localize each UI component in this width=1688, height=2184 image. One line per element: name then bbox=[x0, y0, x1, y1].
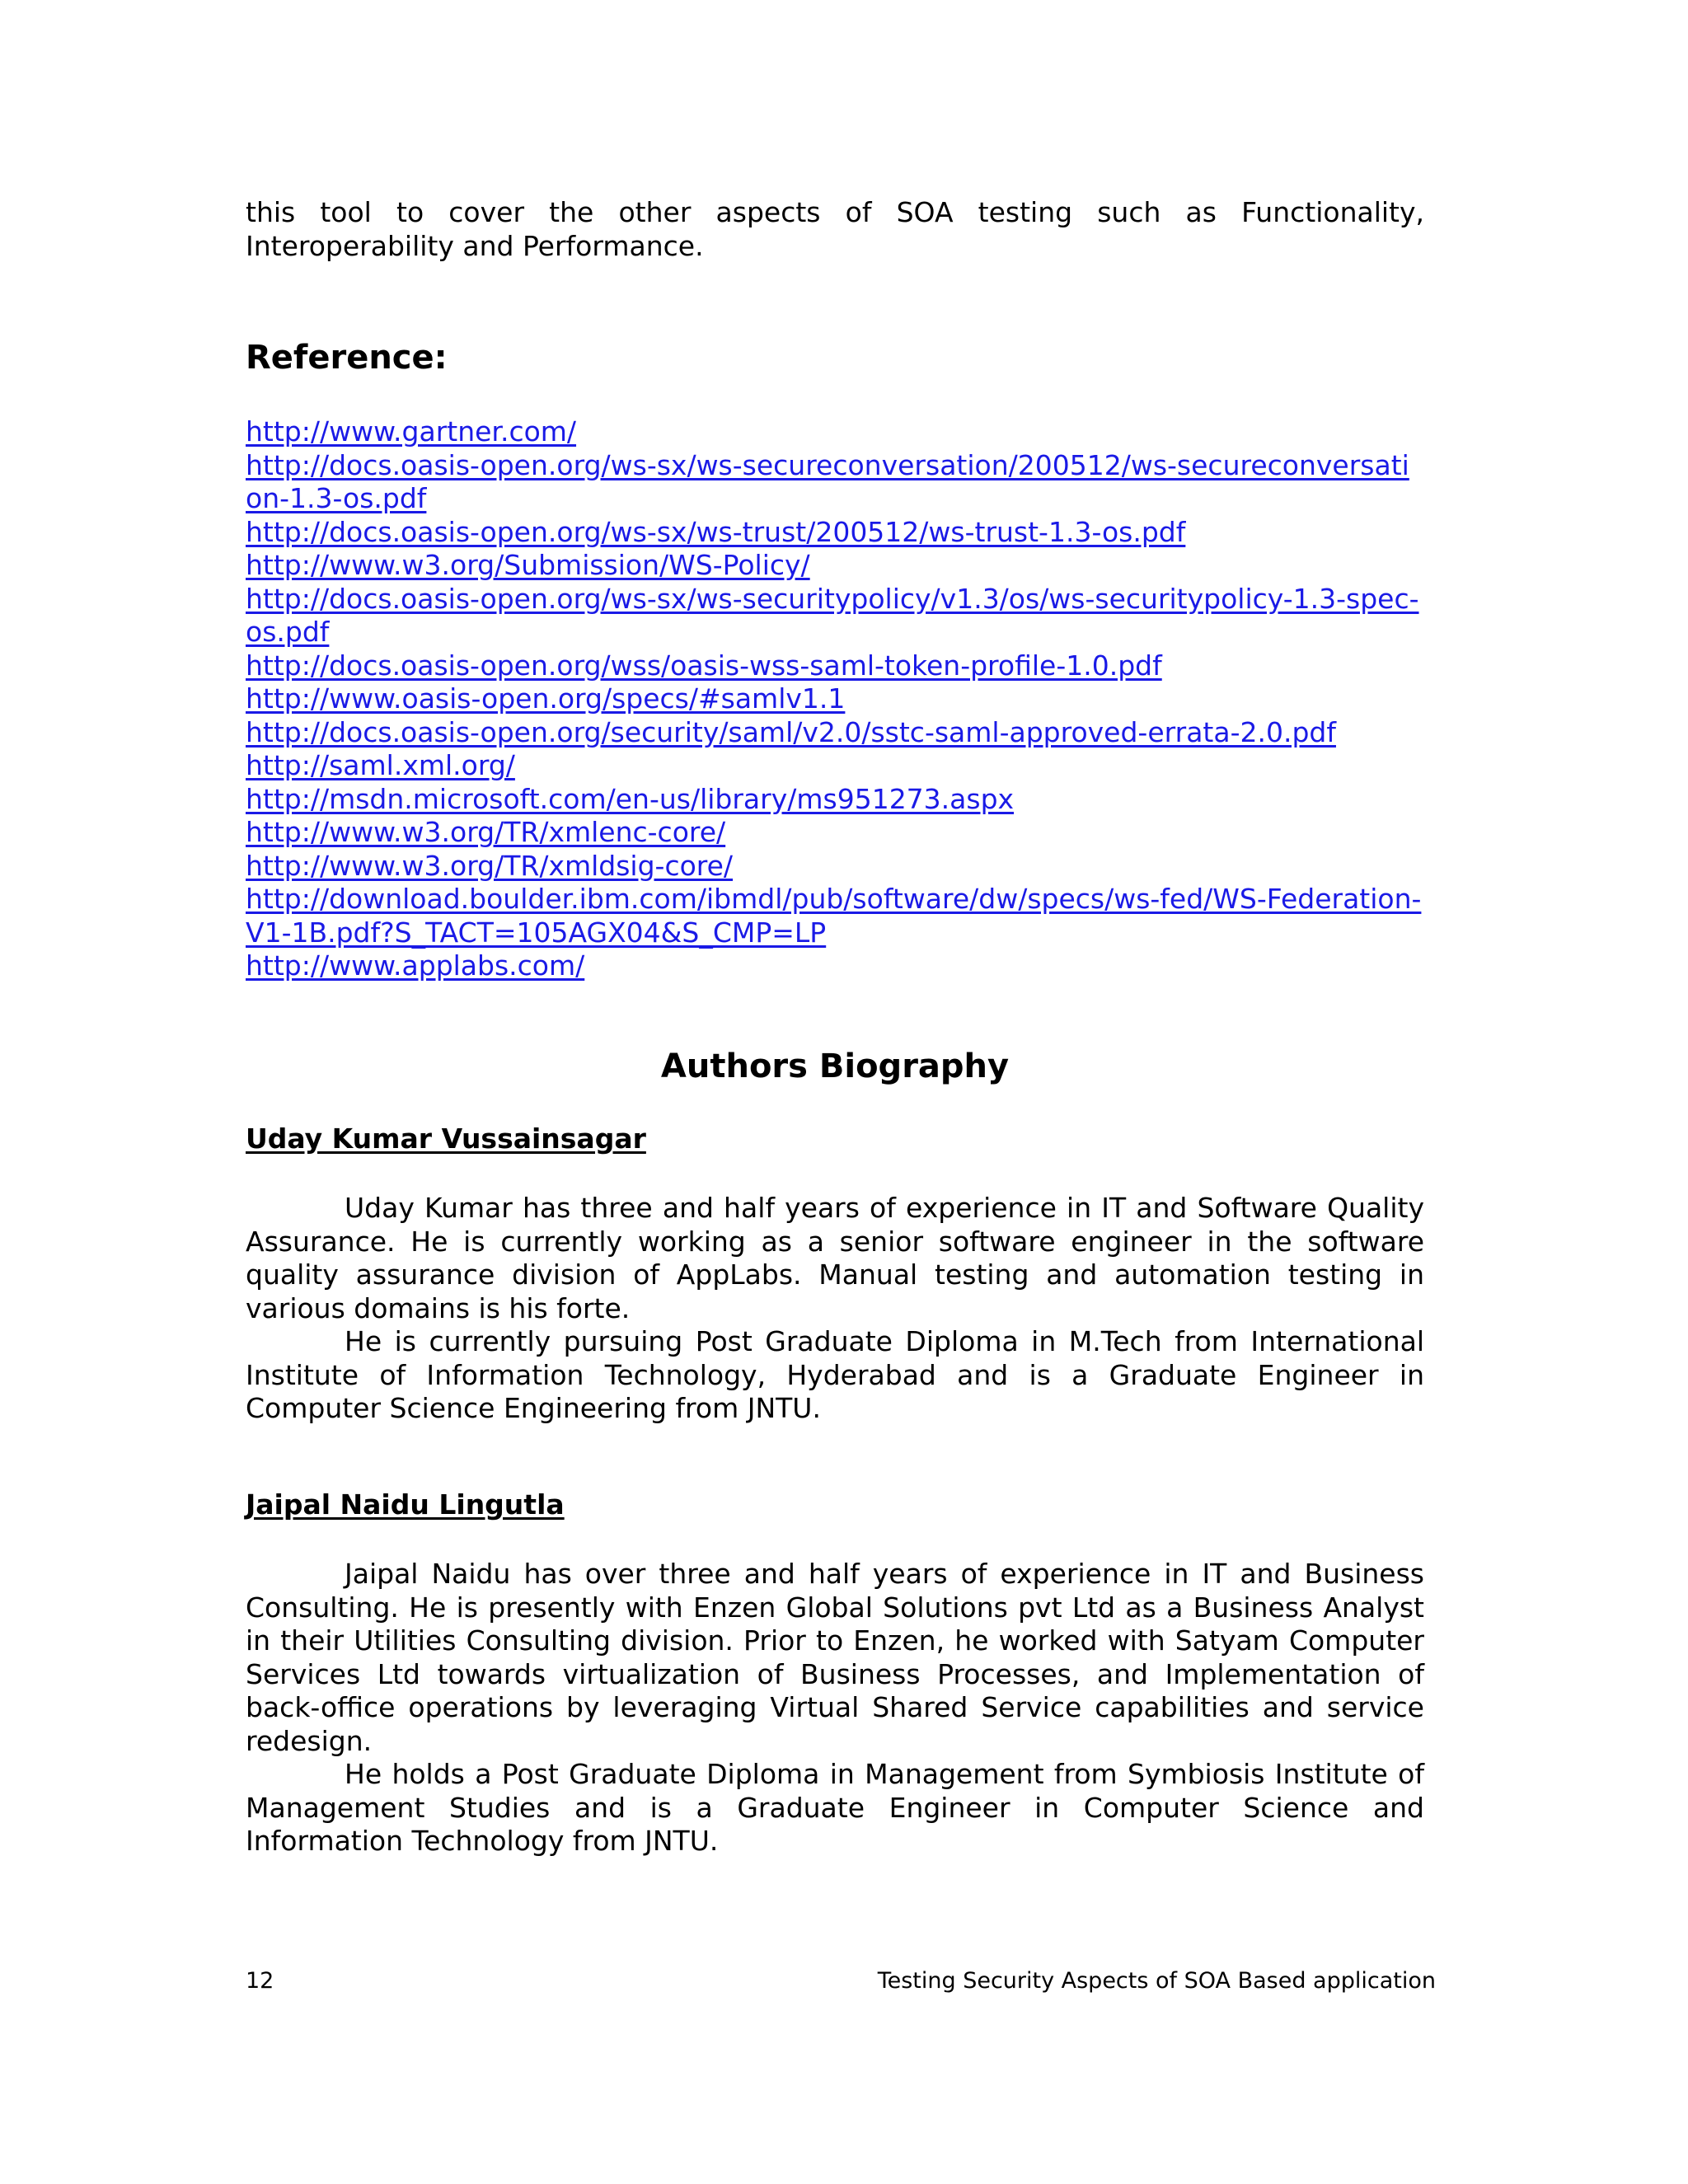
list-item bbox=[246, 549, 1424, 583]
list-item bbox=[246, 583, 1424, 649]
reference-link[interactable]: http://docs.oasis-open.org/ws-sx/ws-securitypolicy/v1.3/os/ws-securitypolicy-1.3-spec-os.pdf bbox=[246, 582, 1419, 648]
list-item bbox=[246, 716, 1424, 750]
list-item bbox=[246, 682, 1424, 716]
footer-title: Testing Security Aspects of SOA Based application bbox=[877, 1968, 1436, 1994]
reference-link[interactable]: http://www.gartner.com/ bbox=[246, 415, 577, 448]
list-item bbox=[246, 883, 1424, 949]
list-item bbox=[246, 816, 1424, 850]
page-content bbox=[246, 196, 1424, 1857]
list-item bbox=[246, 949, 1424, 983]
intro-paragraph: this tool to cover the other aspects of SOA testing such as Functionality, Interoperability and Performance. bbox=[246, 196, 1424, 262]
author-bio-jaipal bbox=[246, 1558, 1424, 1858]
reference-link[interactable]: http://www.w3.org/Submission/WS-Policy/ bbox=[246, 549, 810, 581]
reference-link[interactable]: http://docs.oasis-open.org/security/saml/v2.0/sstc-saml-approved-errata-2.0.pdf bbox=[246, 715, 1336, 748]
reference-link[interactable]: http://download.boulder.ibm.com/ibmdl/pub/software/dw/specs/ws-fed/WS-Federation-V1-1B.pdf?S_TACT=105AGX04&S_CMP=LP bbox=[246, 883, 1422, 949]
reference-link[interactable]: http://www.applabs.com/ bbox=[246, 949, 585, 982]
list-item bbox=[246, 749, 1424, 783]
author-name-jaipal: Jaipal Naidu Lingutla bbox=[246, 1488, 565, 1521]
bio-paragraph: He is currently pursuing Post Graduate Diploma in M.Tech from International Institute of Information Technology, Hyderabad and is a Graduate Engineer in Computer Science Engineering from JNTU. bbox=[246, 1325, 1424, 1424]
reference-link[interactable]: http://www.oasis-open.org/specs/#samlv1.1 bbox=[246, 682, 846, 715]
reference-link[interactable]: http://docs.oasis-open.org/ws-sx/ws-secureconversation/200512/ws-secureconversation-1.3-os.pdf bbox=[246, 448, 1409, 514]
reference-link[interactable]: http://www.w3.org/TR/xmldsig-core/ bbox=[246, 849, 734, 882]
bio-paragraph: He holds a Post Graduate Diploma in Management from Symbiosis Institute of Management Studies and is a Graduate Engineer in Computer Science and Information Technology from JNTU. bbox=[246, 1758, 1424, 1857]
bio-paragraph: Uday Kumar has three and half years of experience in IT and Software Quality Assurance. He is currently working as a senior software engineer in the software quality assurance division of AppLabs. Manual testing and automation testing in various domains is his forte. bbox=[246, 1192, 1424, 1324]
reference-link[interactable]: http://www.w3.org/TR/xmlenc-core/ bbox=[246, 816, 726, 848]
list-item bbox=[246, 850, 1424, 883]
list-item bbox=[246, 516, 1424, 550]
list-item bbox=[246, 415, 1424, 449]
author-name-uday: Uday Kumar Vussainsagar bbox=[246, 1122, 646, 1155]
reference-link[interactable]: http://docs.oasis-open.org/wss/oasis-wss-saml-token-profile-1.0.pdf bbox=[246, 649, 1162, 682]
list-item bbox=[246, 783, 1424, 817]
reference-link[interactable]: http://saml.xml.org/ bbox=[246, 749, 515, 781]
list-item bbox=[246, 649, 1424, 683]
reference-link[interactable]: http://msdn.microsoft.com/en-us/library/ms951273.aspx bbox=[246, 782, 1015, 815]
reference-list bbox=[246, 415, 1424, 983]
footer-page-number: 12 bbox=[246, 1968, 274, 1994]
bio-paragraph: Jaipal Naidu has over three and half years of experience in IT and Business Consulting. He is presently with Enzen Global Solutions pvt Ltd as a Business Analyst in their Utilities Consulting division. Prior to Enzen, he worked with Satyam Computer Services Ltd towards virtualization of Business Processes, and Implementation of back-office operations by leveraging Virtual Shared Service capabilities and service redesign. bbox=[246, 1558, 1424, 1757]
reference-heading: Reference: bbox=[246, 339, 448, 377]
author-bio-uday bbox=[246, 1192, 1424, 1426]
list-item bbox=[246, 449, 1424, 516]
biography-title: Authors Biography bbox=[660, 1047, 1010, 1085]
reference-link[interactable]: http://docs.oasis-open.org/ws-sx/ws-trust/200512/ws-trust-1.3-os.pdf bbox=[246, 515, 1186, 548]
